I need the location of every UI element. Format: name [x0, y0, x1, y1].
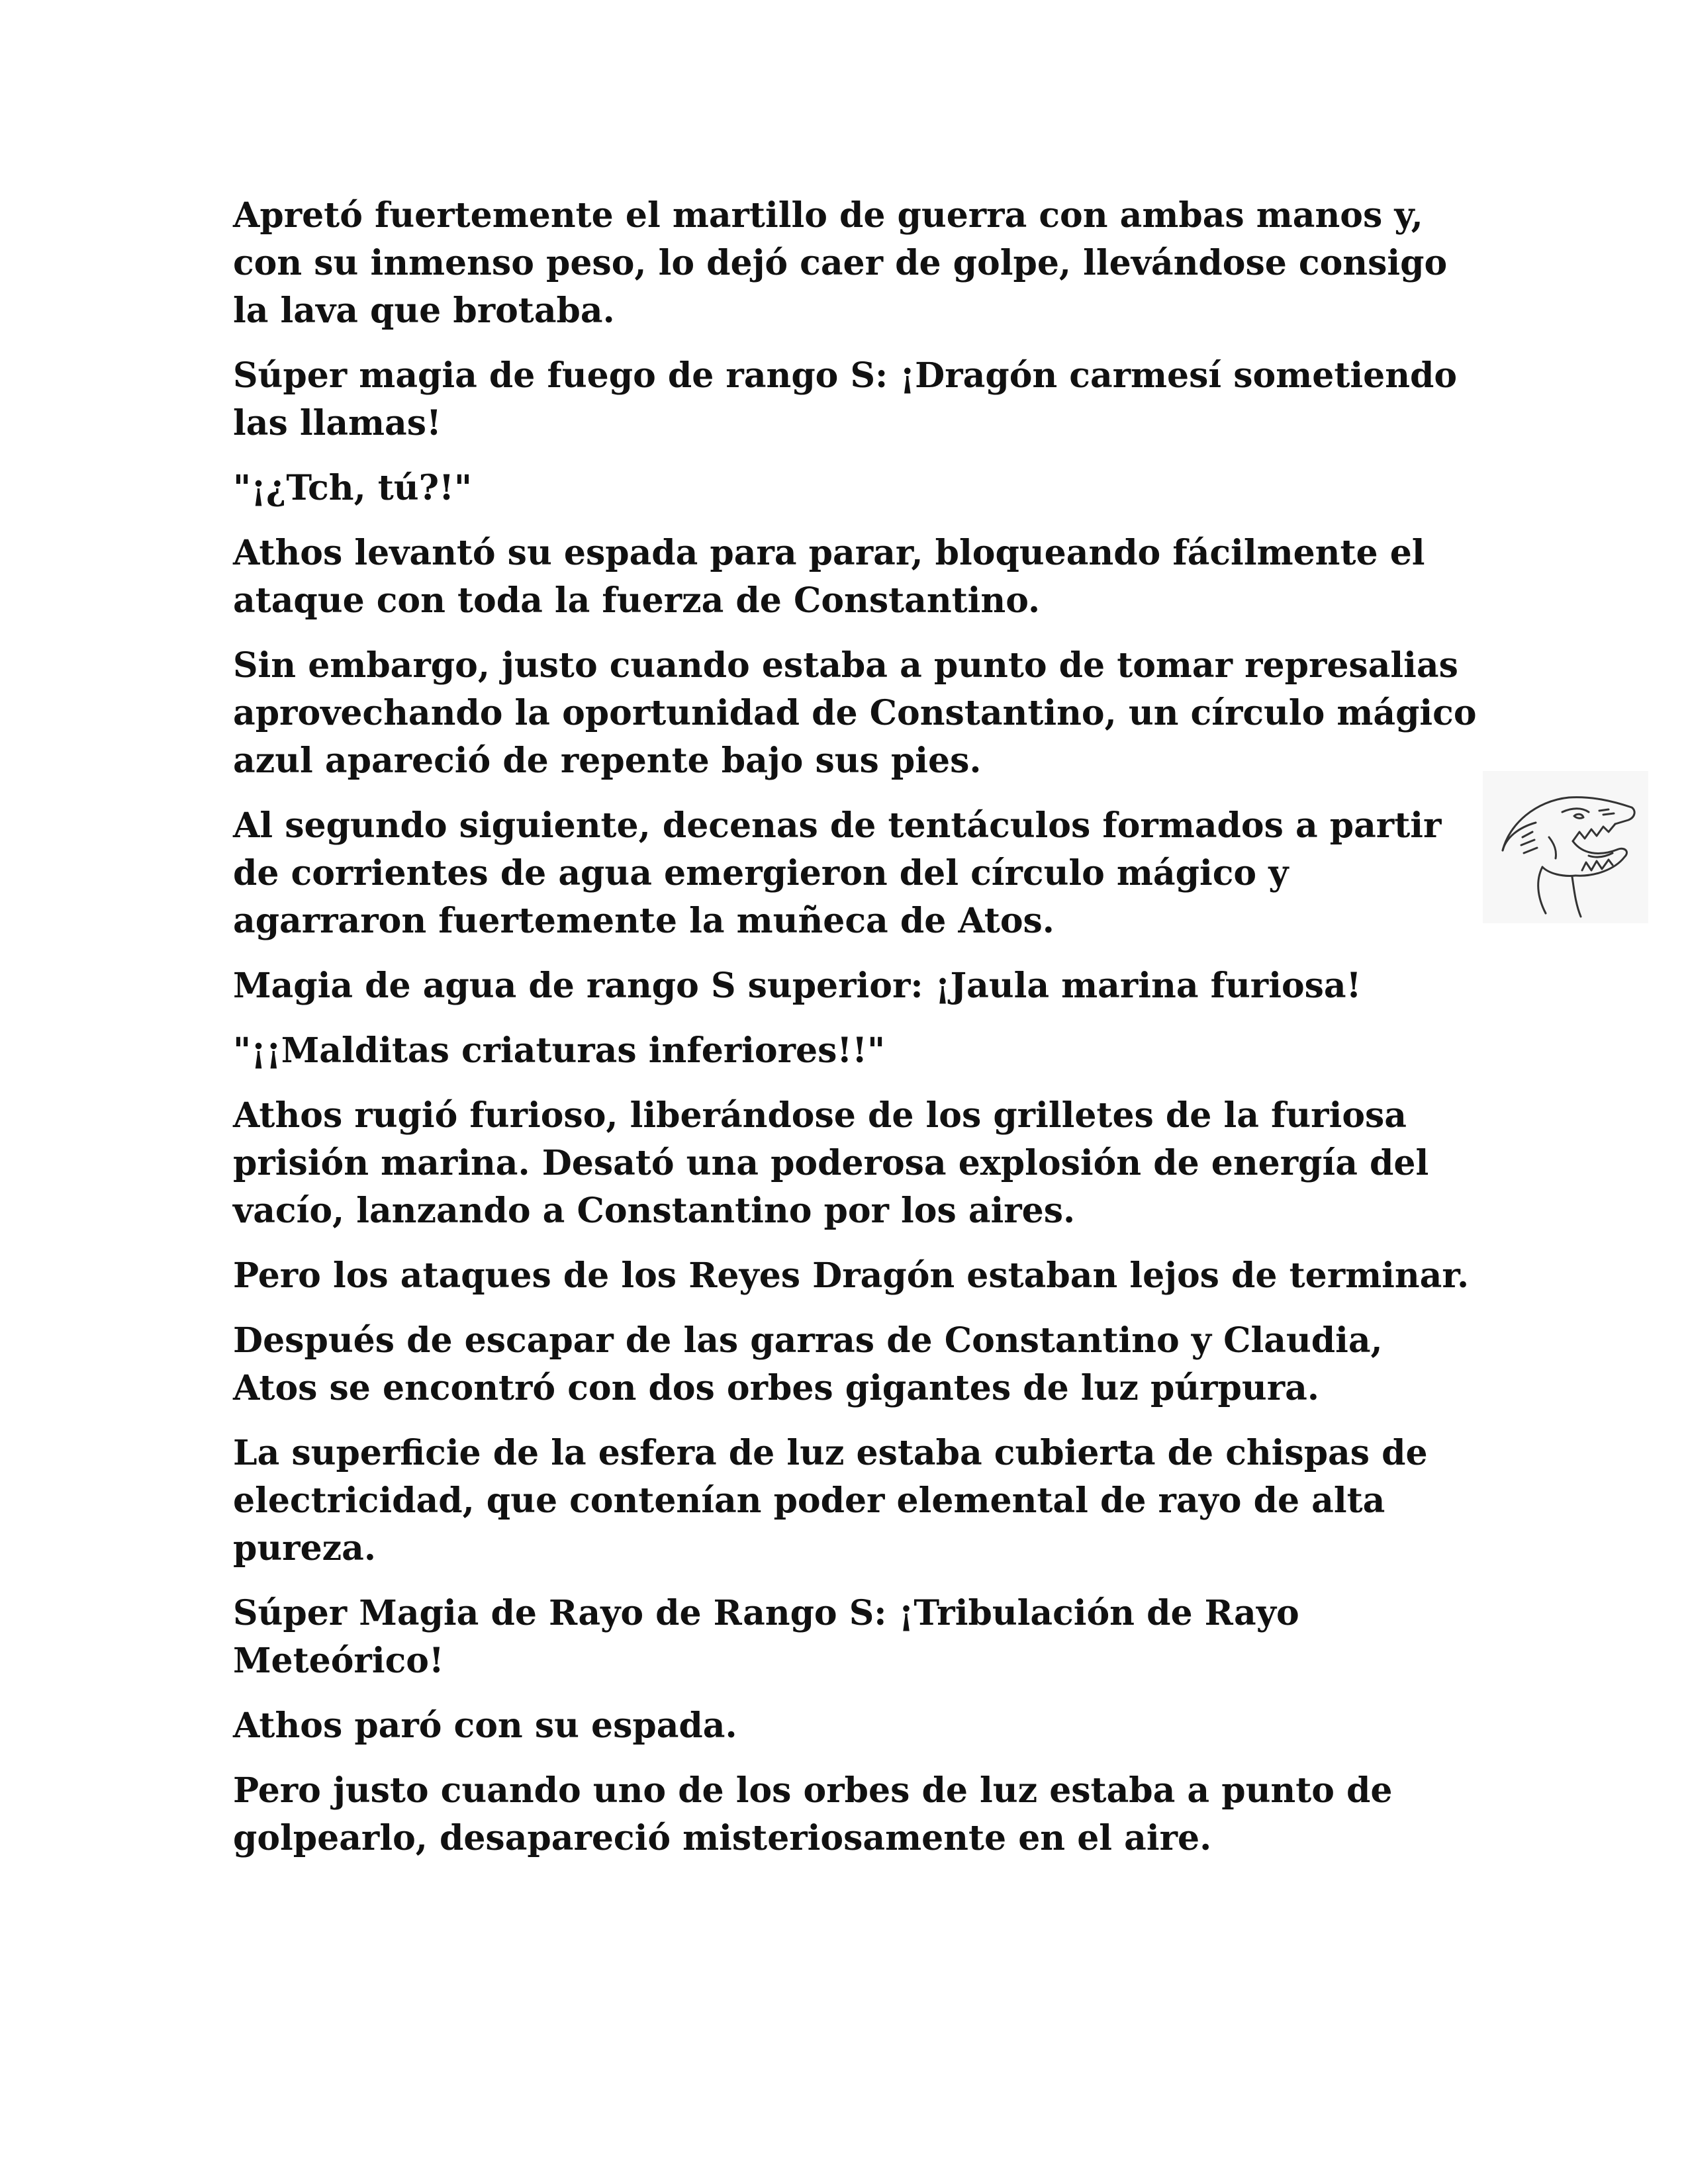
paragraph: Magia de agua de rango S superior: ¡Jaula marina furiosa!	[233, 966, 1362, 1006]
paragraph: Apretó fuertemente el martillo de guerra con ambas manos y, con su inmenso peso, lo dejó caer de golpe, llevándose consigo la lava que brotaba.	[233, 195, 1448, 331]
paragraph: Athos rugió furioso, liberándose de los grilletes de la furiosa prisión marina. Desató una poderosa explosión de energía del vacío, lanzando a Constantino por los aires.	[233, 1095, 1429, 1231]
paragraph: Pero justo cuando uno de los orbes de luz estaba a punto de golpearlo, desapareció misteriosamente en el aire.	[233, 1770, 1393, 1858]
story-text	[233, 192, 1477, 1880]
paragraph: "¡¡Malditas criaturas inferiores!!"	[233, 1030, 886, 1071]
paragraph: Al segundo siguiente, decenas de tentáculos formados a partir de corrientes de agua emergieron del círculo mágico y agarraron fuertemente la muñeca de Atos.	[233, 805, 1442, 941]
paragraph: "¡¿Tch, tú?!"	[233, 468, 473, 508]
dinosaur-head-sketch-icon	[1483, 771, 1648, 923]
paragraph: Después de escapar de las garras de Constantino y Claudia, Atos se encontró con dos orbes gigantes de luz púrpura.	[233, 1320, 1383, 1408]
paragraph: Athos paró con su espada.	[233, 1706, 737, 1746]
paragraph: La superficie de la esfera de luz estaba cubierta de chispas de electricidad, que contenían poder elemental de rayo de alta pureza.	[233, 1433, 1428, 1569]
paragraph: Athos levantó su espada para parar, bloqueando fácilmente el ataque con toda la fuerza de Constantino.	[233, 533, 1425, 621]
paragraph: Sin embargo, justo cuando estaba a punto de tomar represalias aprovechando la oportunidad de Constantino, un círculo mágico azul apareció de repente bajo sus pies.	[233, 645, 1477, 781]
dinosaur-logo	[1483, 771, 1648, 923]
paragraph: Pero los ataques de los Reyes Dragón estaban lejos de terminar.	[233, 1255, 1470, 1296]
paragraph: Súper magia de fuego de rango S: ¡Dragón carmesí sometiendo las llamas!	[233, 355, 1458, 443]
paragraph: Súper Magia de Rayo de Rango S: ¡Tribulación de Rayo Meteórico!	[233, 1593, 1299, 1681]
